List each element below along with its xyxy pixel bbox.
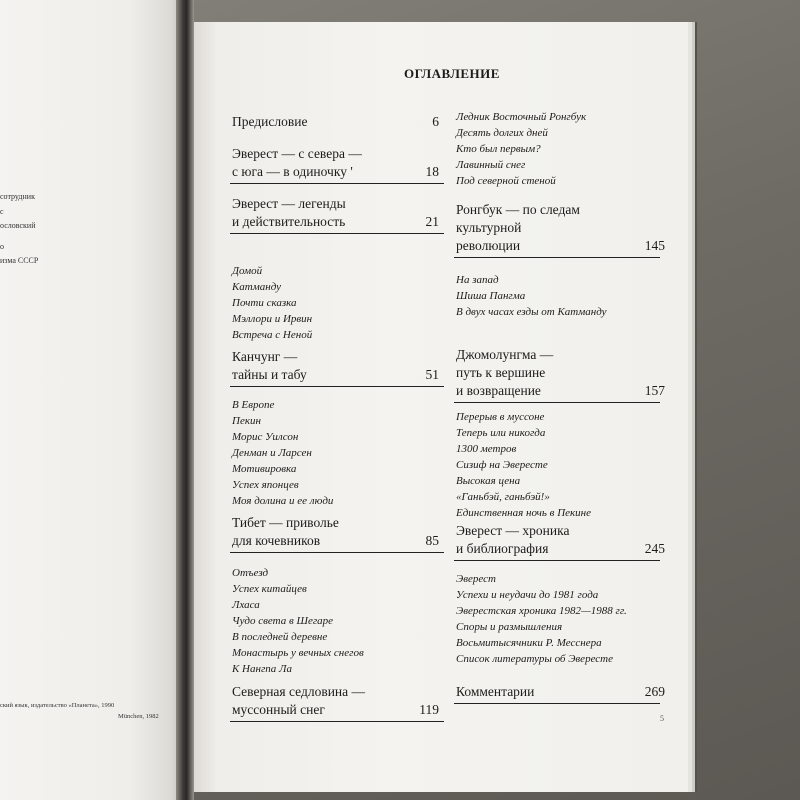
toc-section-heading: для кочевников xyxy=(232,533,321,548)
toc-page-number: 85 xyxy=(425,533,439,548)
toc-section-heading: Тибет — приволье xyxy=(232,515,339,530)
toc-section-heading: Северная седловина — xyxy=(232,684,366,699)
toc-title: ОГЛАВЛЕНИЕ xyxy=(404,66,500,81)
section-divider xyxy=(230,233,444,234)
section-divider xyxy=(230,386,444,387)
section-divider xyxy=(230,552,444,553)
toc-page-number: 21 xyxy=(425,214,439,229)
toc-section-heading: Канчунг — xyxy=(232,349,298,364)
toc-subsection: Успех японцев xyxy=(232,479,299,491)
toc-subsection: Успех китайцев xyxy=(232,583,307,595)
toc-subsection: Высокая цена xyxy=(456,475,521,487)
toc-page-number: 6 xyxy=(432,114,439,129)
toc-subsection: Моя долина и ее люди xyxy=(232,495,334,507)
toc-section-heading: Джомолунгма — xyxy=(456,347,554,362)
section-divider xyxy=(454,257,660,258)
left-page-fragment: сотрудник xyxy=(0,192,35,201)
toc-page-number: 51 xyxy=(425,367,439,382)
toc-page-number: 145 xyxy=(644,238,665,253)
toc-subsection: В Европе xyxy=(232,399,275,411)
book-spine xyxy=(176,0,194,800)
toc-subsection: Лавинный снег xyxy=(456,159,526,171)
toc-subsection: Отъезд xyxy=(232,567,269,579)
left-page-fragment: изма СССР xyxy=(0,256,39,265)
toc-subsection: Встреча с Неной xyxy=(232,329,313,341)
toc-subsection: Успехи и неудачи до 1981 года xyxy=(456,589,599,601)
toc-subsection: Единственная ночь в Пекине xyxy=(456,507,592,519)
toc-section-heading: Ронгбук — по следам xyxy=(456,202,580,217)
toc-subsection: Список литературы об Эвересте xyxy=(456,653,614,665)
toc-subsection: Пекин xyxy=(232,415,261,427)
section-divider xyxy=(454,402,660,403)
page-number: 5 xyxy=(660,714,664,723)
toc-subsection: Монастырь у вечных снегов xyxy=(232,647,364,659)
toc-section-heading: тайны и табу xyxy=(232,367,307,382)
toc-section-heading: и возвращение xyxy=(456,383,541,398)
toc-section-heading: Комментарии xyxy=(456,684,535,699)
section-divider xyxy=(454,703,660,704)
toc-subsection: Мэллори и Ирвин xyxy=(232,313,313,325)
toc-subsection: К Нангпа Ла xyxy=(232,663,292,675)
toc-section-heading: муссонный снег xyxy=(232,702,325,717)
toc-subsection: Катманду xyxy=(232,281,282,293)
toc-section-heading: путь к вершине xyxy=(456,365,546,380)
toc-section-heading: и действительность xyxy=(232,214,346,229)
toc-subsection: Под северной стеной xyxy=(456,175,556,187)
toc-section-heading: и библиография xyxy=(456,541,549,556)
section-divider xyxy=(454,560,660,561)
toc-subsection: Сизиф на Эвересте xyxy=(456,459,548,471)
toc-subsection: Десять долгих дней xyxy=(456,127,548,139)
toc-subsection: Перерыв в муссоне xyxy=(456,411,545,423)
toc-page-number: 245 xyxy=(644,541,665,556)
toc-subsection: Ледник Восточный Ронгбук xyxy=(456,111,587,123)
toc-subsection: Денман и Ларсен xyxy=(232,447,312,459)
section-divider xyxy=(230,721,444,722)
toc-section-heading: с юга — в одиночку ' xyxy=(232,164,353,179)
toc-subsection: «Ганьбэй, ганьбэй!» xyxy=(456,491,550,503)
toc-page-number: 269 xyxy=(644,684,665,699)
toc-subsection: Эверест xyxy=(456,573,496,585)
toc-subsection: Теперь или никогда xyxy=(456,427,546,439)
toc-section-heading: Эверест — с севера — xyxy=(232,146,362,161)
toc-page-number: 157 xyxy=(644,383,665,398)
toc-section-heading: Предисловие xyxy=(232,114,308,129)
toc-subsection: Шиша Пангма xyxy=(456,290,526,302)
toc-subsection: Восьмитысячники Р. Месснера xyxy=(456,637,602,649)
toc-subsection: Споры и размышления xyxy=(456,621,563,633)
toc-subsection: В двух часах езды от Катманду xyxy=(456,306,607,318)
toc-subsection: Почти сказка xyxy=(232,297,297,309)
left-page xyxy=(0,0,186,800)
toc-page-number: 18 xyxy=(425,164,439,179)
toc-subsection: На запад xyxy=(456,274,499,286)
toc-subsection: В последней деревне xyxy=(232,631,328,643)
toc-section-heading: Эверест — хроника xyxy=(456,523,570,538)
imprint-line: München, 1982 xyxy=(118,713,159,720)
toc-subsection: Мотивировка xyxy=(232,463,297,475)
section-divider xyxy=(230,183,444,184)
toc-section-heading: культурной xyxy=(456,220,522,235)
imprint-line: ский язык, издательство «Планета», 1990 xyxy=(0,702,115,709)
toc-subsection: Кто был первым? xyxy=(456,143,541,155)
toc-subsection: 1300 метров xyxy=(456,443,517,455)
toc-subsection: Эверестская хроника 1982—1988 гг. xyxy=(456,605,627,617)
left-page-fragment: с xyxy=(0,207,4,216)
toc-section-heading: Эверест — легенды xyxy=(232,196,346,211)
toc-subsection: Морис Уилсон xyxy=(232,431,299,443)
toc-subsection: Лхаса xyxy=(232,599,260,611)
toc-page-number: 119 xyxy=(419,702,439,717)
toc-subsection: Чудо света в Шегаре xyxy=(232,615,334,627)
toc-section-heading: революции xyxy=(456,238,521,253)
left-page-fragment: ословский xyxy=(0,221,36,230)
toc-subsection: Домой xyxy=(232,265,263,277)
left-page-fragment: о xyxy=(0,242,4,251)
